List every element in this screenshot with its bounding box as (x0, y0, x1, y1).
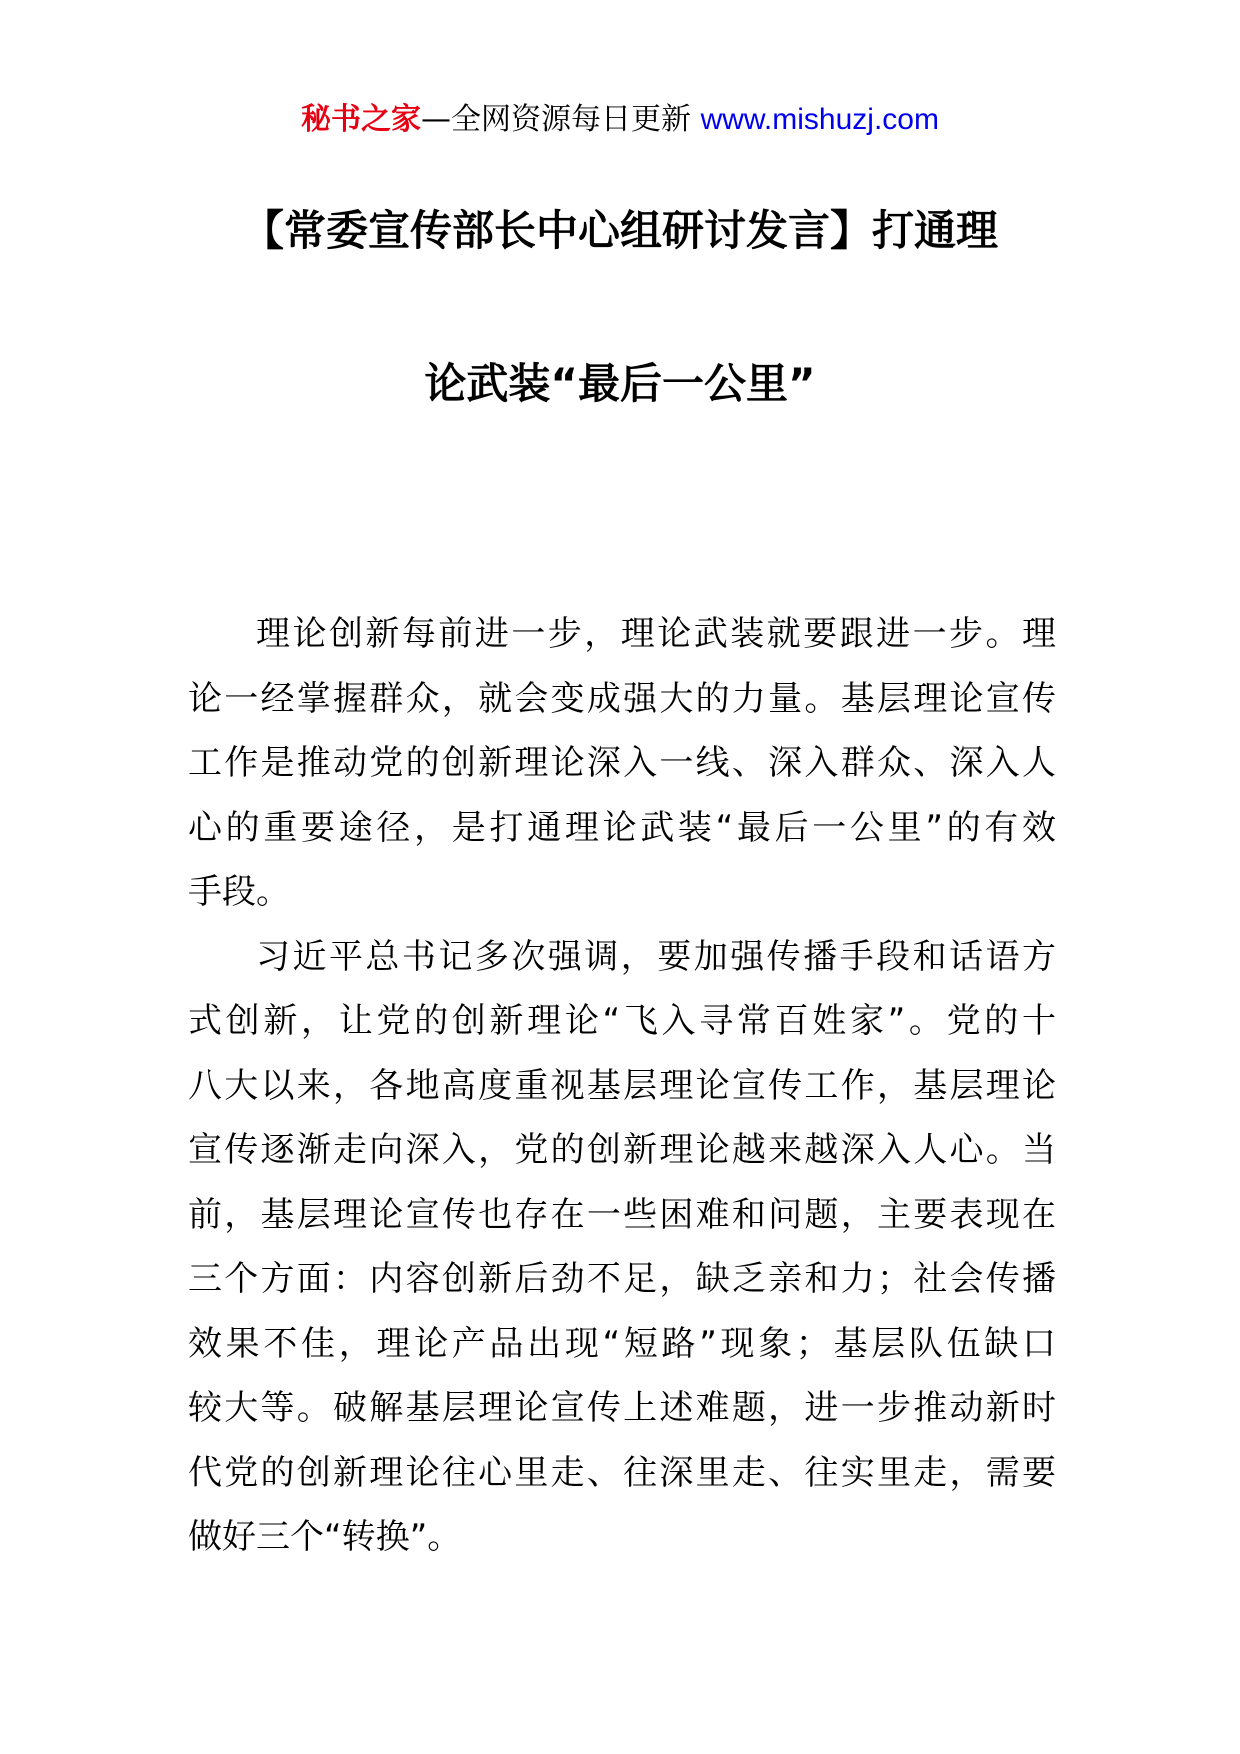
paragraph-line: 习近平总书记多次强调，要加强传播手段和话语方 (256, 936, 1056, 977)
paragraph-line: 做好三个“转换”。 (188, 1517, 462, 1557)
paragraph-line: 心的重要途径，是打通理论武装“最后一公里”的有效 (188, 807, 1056, 848)
document-body (188, 602, 1056, 1570)
paragraph-1 (188, 602, 1056, 925)
site-tagline: —全网资源每日更新 (421, 102, 701, 137)
paragraph-line: 八大以来，各地高度重视基层理论宣传工作，基层理论 (188, 1065, 1056, 1106)
paragraph-line: 效果不佳，理论产品出现“短路”现象；基层队伍缺口 (188, 1323, 1056, 1364)
paragraph-line: 手段。 (188, 872, 290, 912)
paragraph-line: 较大等。破解基层理论宣传上述难题，进一步推动新时 (188, 1388, 1056, 1428)
paragraph-line: 工作是推动党的创新理论深入一线、深入群众、深入人 (188, 743, 1056, 783)
document-title-line-1: 【常委宣传部长中心组研讨发言】打通理 (241, 206, 998, 255)
paragraph-line: 理论创新每前进一步，理论武装就要跟进一步。理 (256, 614, 1056, 654)
paragraph-line: 式创新，让党的创新理论“飞入寻常百姓家”。党的十 (188, 1001, 1056, 1041)
site-header (0, 100, 1240, 140)
paragraph-line: 三个方面：内容创新后劲不足，缺乏亲和力；社会传播 (188, 1259, 1056, 1299)
paragraph-line: 宣传逐渐走向深入，党的创新理论越来越深入人心。当 (188, 1130, 1056, 1170)
paragraph-line: 前，基层理论宣传也存在一些困难和问题，主要表现在 (188, 1194, 1056, 1235)
site-url-link[interactable]: www.mishuzj.com (700, 103, 939, 136)
paragraph-2 (188, 925, 1056, 1570)
paragraph-line: 论一经掌握群众，就会变成强大的力量。基层理论宣传 (188, 678, 1056, 719)
paragraph-line: 代党的创新理论往心里走、往深里走、往实里走，需要 (188, 1452, 1056, 1493)
site-brand: 秘书之家 (301, 102, 422, 137)
document-title-line-2: 论武装“最后一公里” (424, 359, 816, 408)
